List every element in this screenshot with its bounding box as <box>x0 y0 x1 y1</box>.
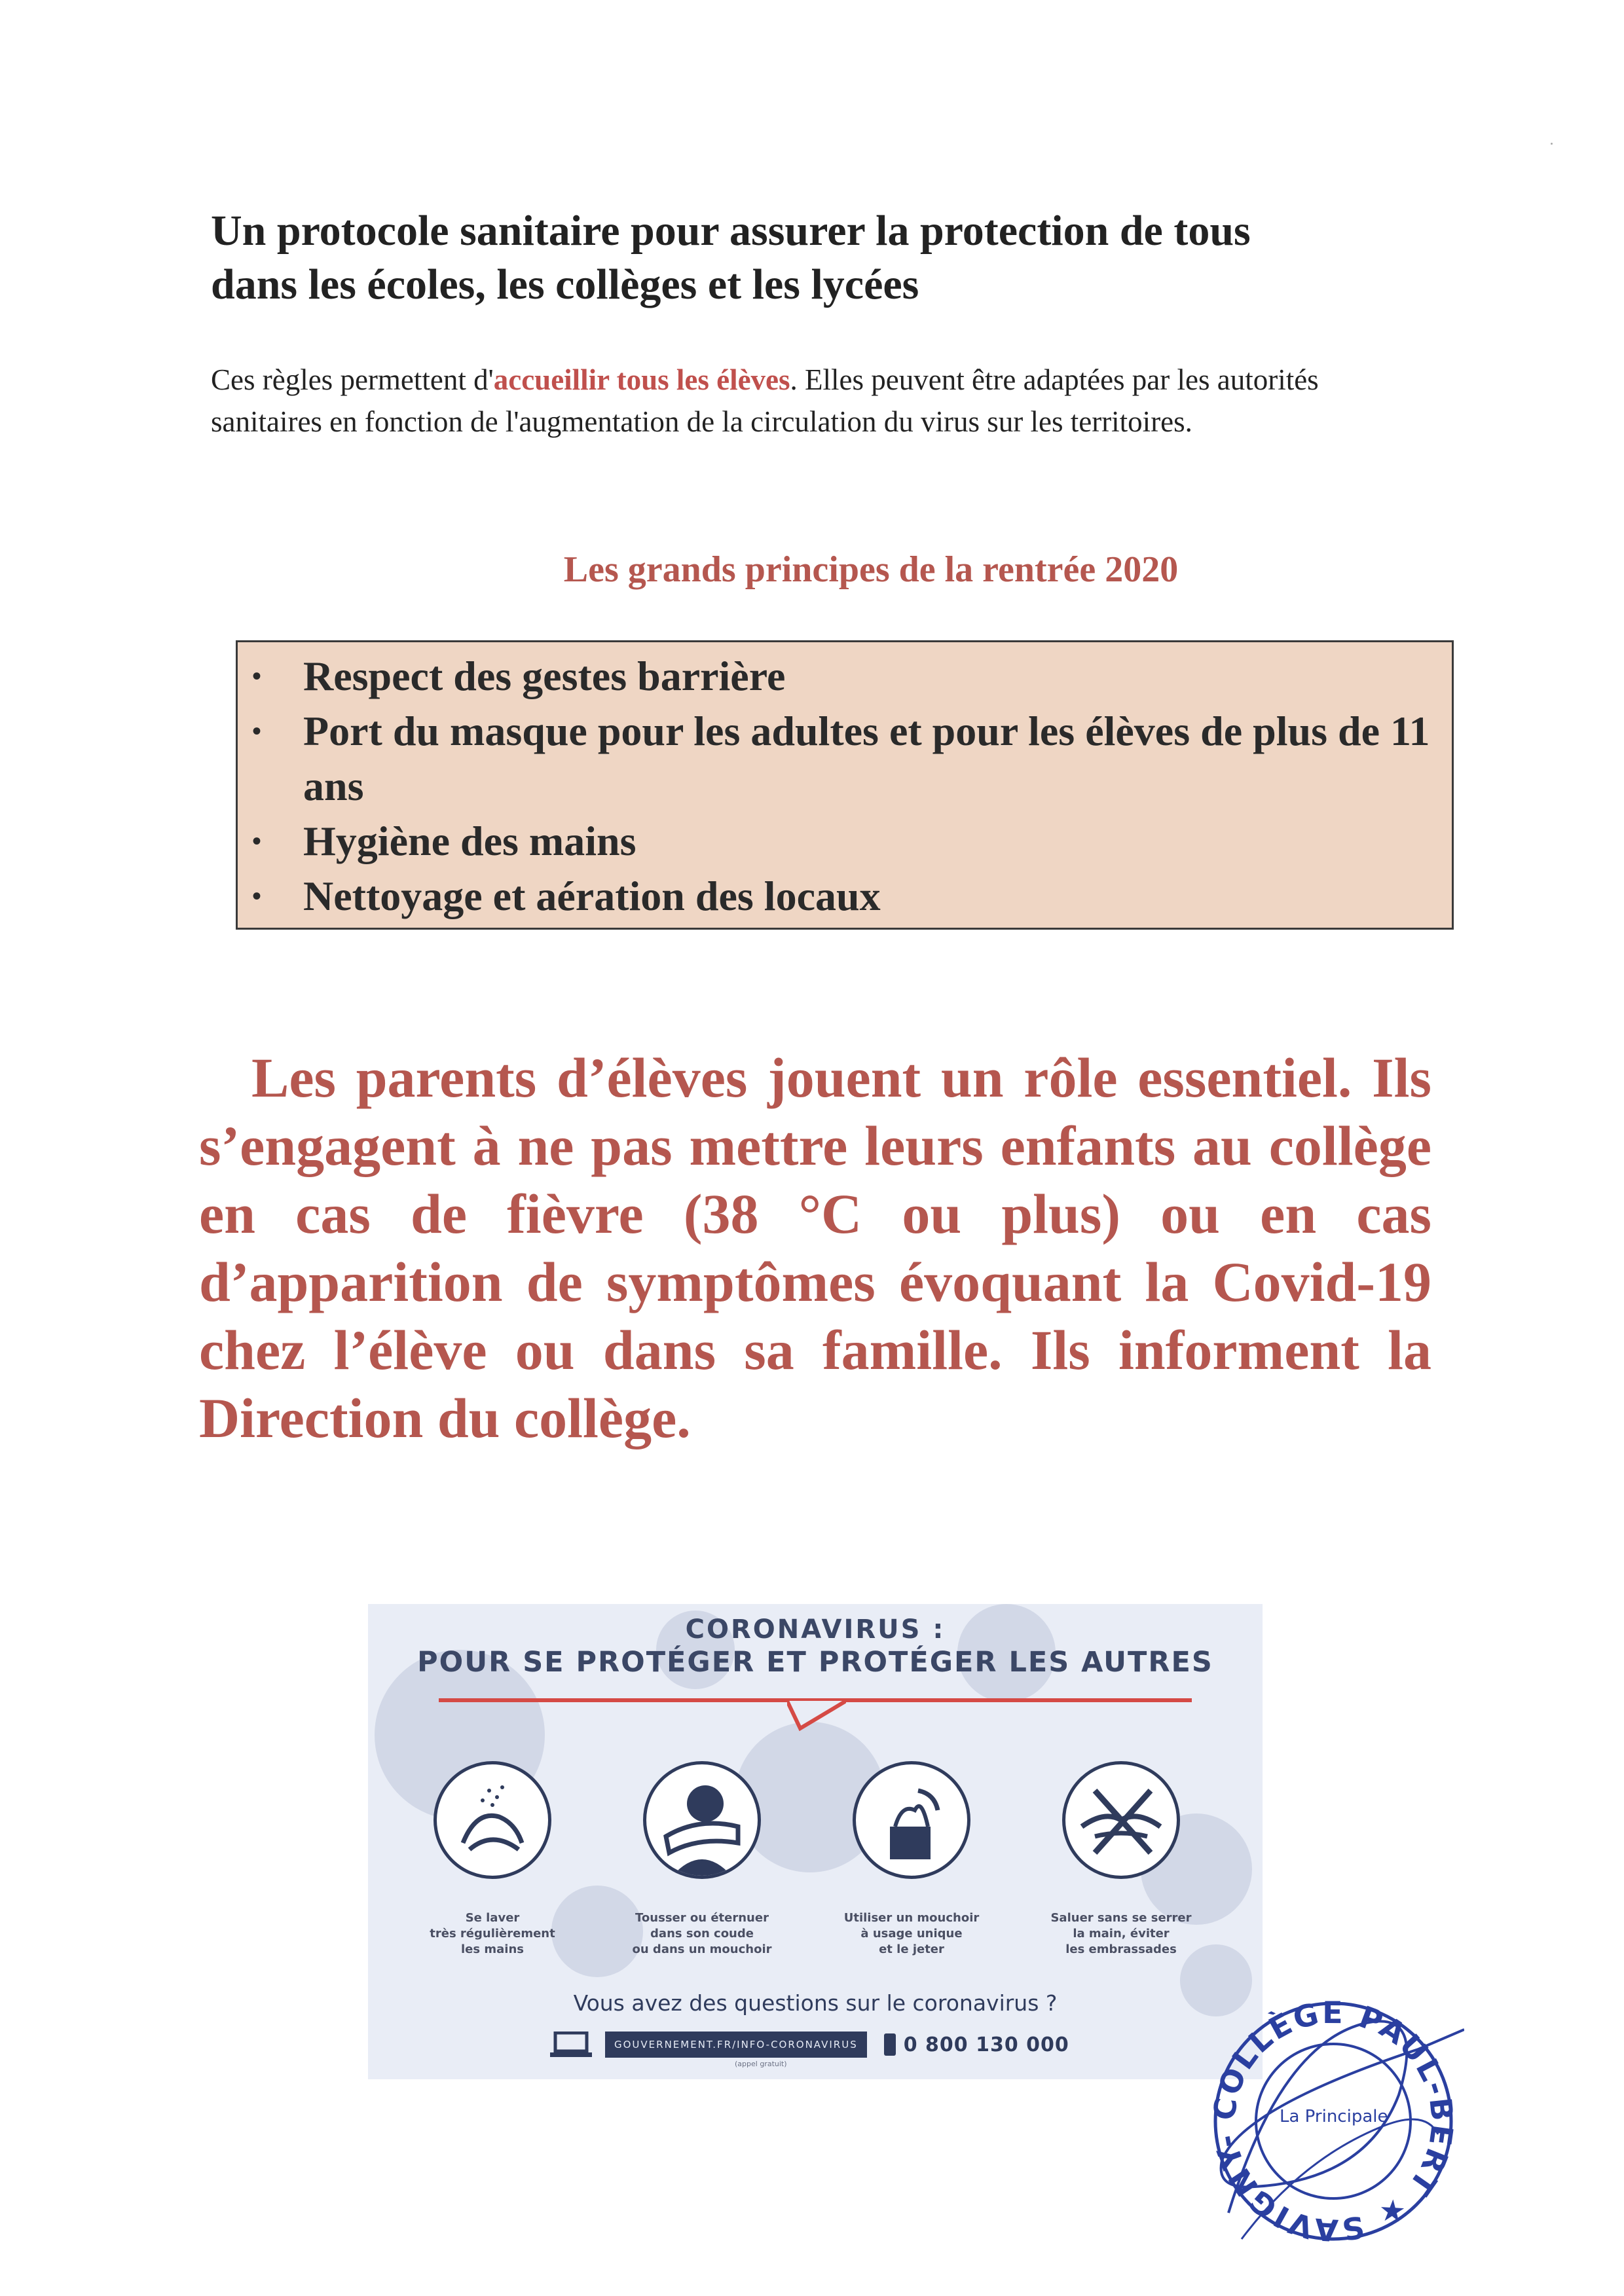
caption-line: dans son coude <box>650 1927 754 1941</box>
caption-line: Tousser ou éternuer <box>635 1911 769 1925</box>
caption-line: les embrassades <box>1065 1942 1177 1956</box>
principles-heading: Les grands principes de la rentrée 2020 <box>563 549 1179 590</box>
gesture-hand-washing <box>401 1761 584 1958</box>
principle-text: Port du masque pour les adultes et pour les élèves de plus de 11 ans <box>303 708 1430 809</box>
bullet-icon: • <box>252 826 262 856</box>
principles-box <box>236 640 1454 930</box>
poster-subtitle: POUR SE PROTÉGER ET PROTÉGER LES AUTRES <box>417 1646 1213 1679</box>
caption-line: Saluer sans se serrer <box>1050 1911 1192 1925</box>
gesture-caption <box>610 1910 794 1958</box>
caption-line: ou dans un mouchoir <box>632 1942 772 1956</box>
page-title-line-2: dans les écoles, les collèges et les lycées <box>211 261 919 308</box>
questions-text: Vous avez des questions sur le coronavirus ? <box>573 1990 1058 2016</box>
stamp-ring-text: COLLÈGE PAUL-BERT ★ SAVIGNY- <box>1206 1994 1460 2248</box>
principle-item <box>238 704 1452 814</box>
tissue-icon <box>853 1761 970 1879</box>
principle-text: Nettoyage et aération des locaux <box>303 873 881 919</box>
parents-notice: Les parents d’élèves jouent un rôle essentiel. Ils s’engagent à ne pas mettre leurs enfants au collège en cas de fièvre (38 °C ou plus) ou en cas d’apparition de symptômes évoquant la Covid-19 chez l’élève ou dans sa famille. Ils informent la Direction du collège. <box>199 1046 1431 1449</box>
intro-highlight: accueillir tous les élèves <box>493 363 790 396</box>
principle-text: Respect des gestes barrière <box>303 653 786 699</box>
scan-speck <box>1551 143 1553 145</box>
gesture-cough-elbow <box>610 1761 794 1958</box>
gesture-no-handshake <box>1029 1761 1213 1958</box>
gesture-caption <box>1029 1910 1213 1958</box>
intro-paragraph <box>211 359 1429 443</box>
bullet-icon: • <box>252 716 262 746</box>
phone-number: 0 800 130 000 <box>903 2033 1069 2056</box>
caption-line: et le jeter <box>879 1942 944 1956</box>
no-handshake-icon <box>1062 1761 1180 1879</box>
intro-text-before: Ces règles permettent d' <box>211 363 494 396</box>
contact-bar <box>550 2028 1069 2061</box>
svg-text:COLLÈGE PAUL-BERT ★ SAVIGNY-SU <box>1202 1964 1460 2248</box>
school-stamp <box>1202 1964 1464 2265</box>
gesture-tissue <box>820 1761 1003 1958</box>
principle-text: Hygiène des mains <box>303 818 637 864</box>
intro-text-after: . Elles peuvent être adaptées par les autorités sanitaires en fonction de l'augmentation de la circulation du virus sur les territoires. <box>211 363 1319 438</box>
gesture-caption <box>401 1910 584 1958</box>
caption-line: la main, éviter <box>1073 1927 1170 1941</box>
poster-title: CORONAVIRUS : <box>685 1614 946 1645</box>
cough-elbow-icon <box>643 1761 761 1879</box>
page-title-line-1: Un protocole sanitaire pour assurer la protection de tous <box>211 207 1251 255</box>
phone-note: (appel gratuit) <box>735 2060 787 2068</box>
page-title <box>211 204 1455 312</box>
caption-line: très régulièrement <box>430 1927 555 1941</box>
phone-icon <box>884 2033 896 2056</box>
website-link[interactable]: GOUVERNEMENT.FR/INFO-CORONAVIRUS <box>605 2032 867 2058</box>
bullet-icon: • <box>252 881 262 911</box>
coronavirus-poster <box>368 1604 1263 2079</box>
gesture-caption <box>820 1910 1003 1958</box>
principle-item <box>238 814 1452 869</box>
caption-line: Se laver <box>465 1911 520 1925</box>
principle-item <box>238 649 1452 704</box>
stamp-center-text: La Principale <box>1280 2107 1388 2126</box>
divider-notch-icon <box>787 1696 846 1741</box>
caption-line: Utiliser un mouchoir <box>843 1911 980 1925</box>
principle-item <box>238 869 1452 924</box>
caption-line: à usage unique <box>860 1927 963 1941</box>
hand-washing-icon <box>434 1761 551 1879</box>
laptop-icon <box>550 2032 592 2058</box>
caption-line: les mains <box>461 1942 524 1956</box>
bullet-icon: • <box>252 661 262 691</box>
principles-list <box>238 642 1452 924</box>
